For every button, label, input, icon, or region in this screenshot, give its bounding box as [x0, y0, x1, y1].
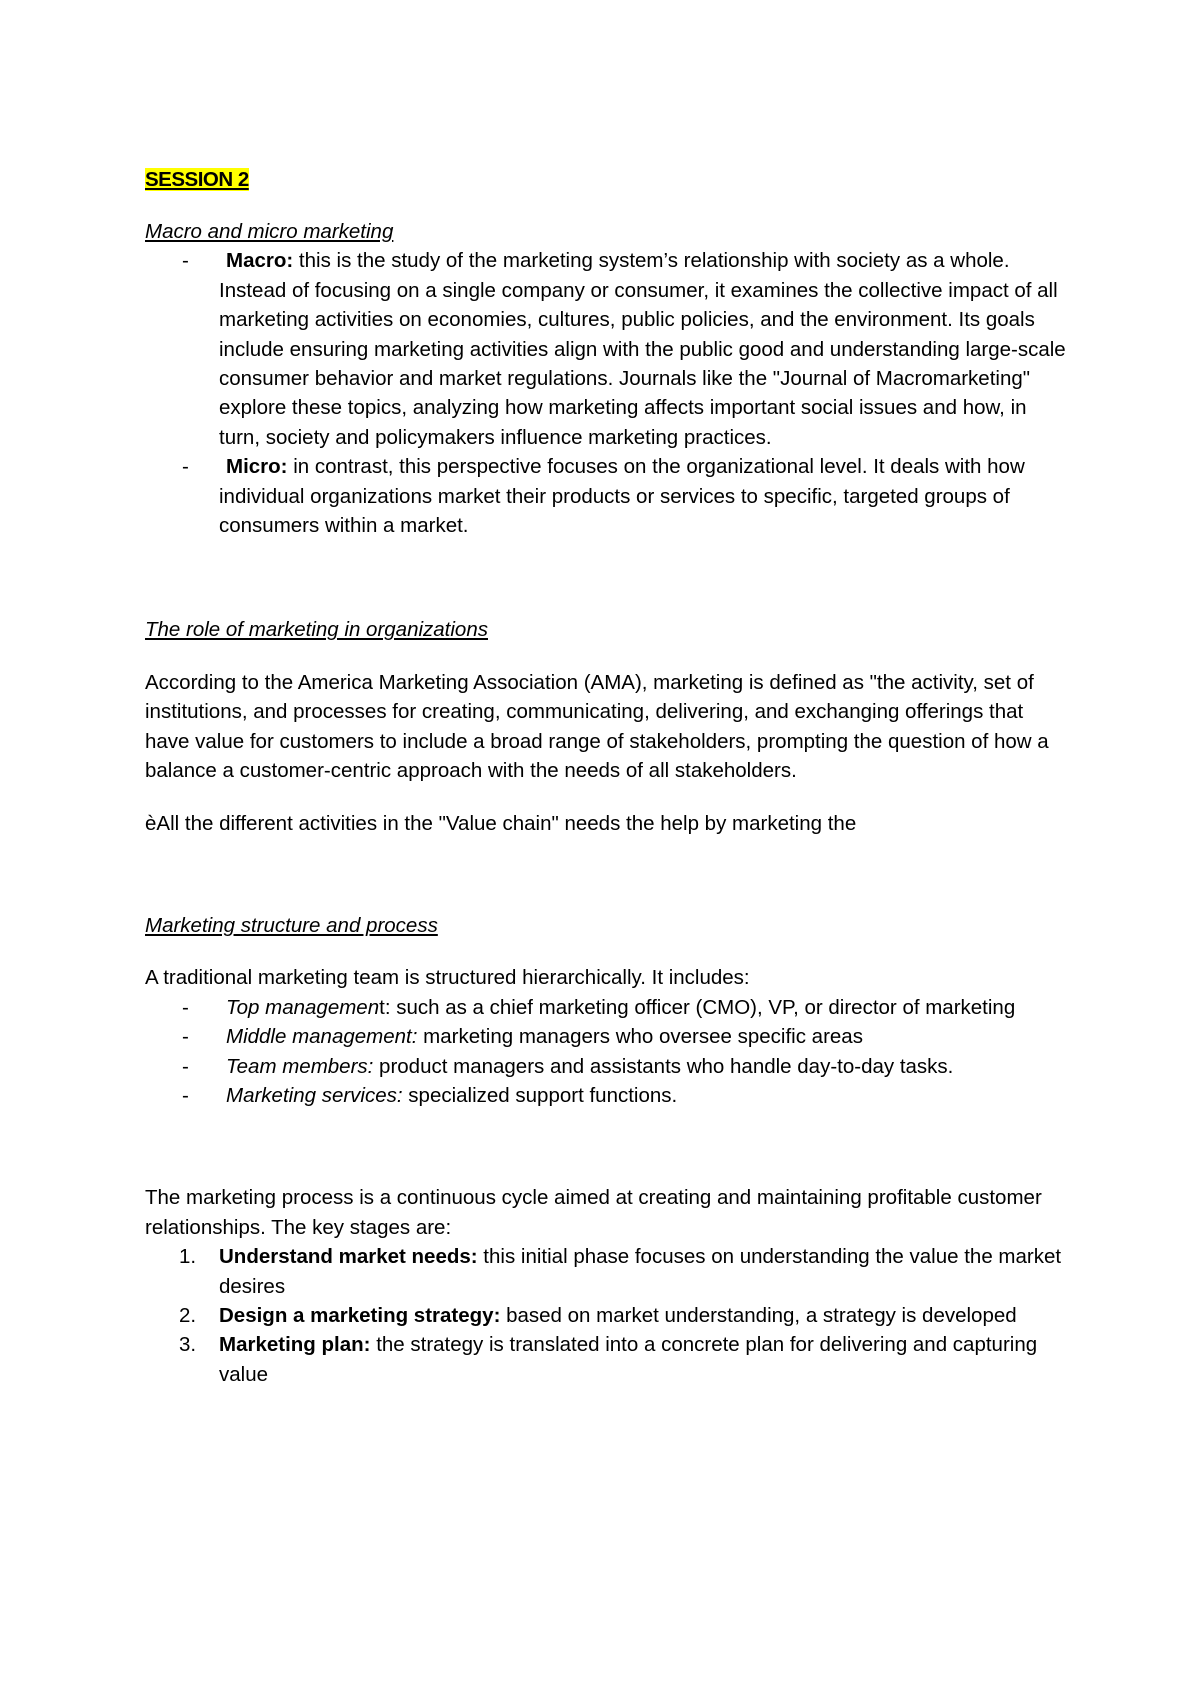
spacer: [145, 540, 1070, 615]
step-term: Marketing plan:: [219, 1333, 371, 1357]
spacer: [145, 194, 1070, 217]
term-marketing-services: Marketing services:: [226, 1083, 403, 1107]
spacer: [145, 940, 1070, 963]
step-description: this initial phase focuses on understanding the value the market desires: [219, 1245, 1062, 1298]
term-team-members: Team members:: [226, 1054, 374, 1078]
dash-bullet: -: [182, 455, 189, 479]
list-item-text: [219, 1052, 1070, 1081]
process-step: [145, 1330, 1070, 1389]
step-term: Design a marketing strategy:: [219, 1303, 501, 1327]
term-micro: Micro:: [226, 455, 288, 479]
value-chain-note: èAll the different activities in the "Value chain" needs the help by marketing the: [145, 811, 857, 835]
step-text: [219, 1242, 1070, 1301]
spacer: [145, 645, 1070, 668]
list-item-macro: [145, 246, 1070, 452]
step-number: 2.: [179, 1303, 197, 1327]
process-intro: The marketing process is a continuous cycle aimed at creating and maintaining profitable customer relationships. The key stages are:: [145, 1186, 1042, 1239]
step-number: 3.: [179, 1333, 197, 1357]
section-heading-structure-process: Marketing structure and process: [145, 913, 438, 937]
process-step: [145, 1301, 1070, 1330]
middle-management-description: marketing managers who oversee specific areas: [417, 1025, 863, 1049]
step-term: Understand market needs:: [219, 1245, 478, 1269]
ama-definition-paragraph: According to the America Marketing Association (AMA), marketing is defined as "the activity, set of institutions, and processes for creating, communicating, delivering, and exchanging offerings that have value for customers to include a broad range of stakeholders, prompting the question of how a balance a customer-centric approach with the needs of all stakeholders.: [145, 670, 1049, 783]
list-item-top-management: [145, 993, 1070, 1022]
list-item-text: [219, 1081, 1070, 1110]
spacer: [145, 1110, 1070, 1183]
marketing-services-description: specialized support functions.: [402, 1083, 678, 1107]
process-steps-list: [145, 1242, 1070, 1389]
step-text: [219, 1330, 1070, 1389]
step-number: 1.: [179, 1245, 197, 1269]
top-management-description: : such as a chief marketing officer (CMO), VP, or director of marketing: [384, 995, 1016, 1019]
spacer: [145, 786, 1070, 809]
step-text: [219, 1301, 1070, 1330]
session-title: SESSION 2: [145, 168, 249, 191]
term-top-management: Top managemen: [226, 995, 380, 1019]
spacer: [145, 838, 1070, 911]
dash-bullet: -: [182, 1054, 189, 1078]
list-item-text: [219, 246, 1070, 452]
list-item-text: [219, 452, 1070, 540]
list-item-micro: [145, 452, 1070, 540]
list-item-text: [219, 1022, 1070, 1051]
list-item-team-members: [145, 1052, 1070, 1081]
term-macro: Macro:: [226, 249, 294, 273]
list-item-middle-management: [145, 1022, 1070, 1051]
step-description: the strategy is translated into a concrete plan for delivering and capturing value: [219, 1333, 1038, 1386]
macro-description: this is the study of the marketing system’s relationship with society as a whole. Instead of focusing on a single company or consumer, it examines the collective impact of all marketing activities on economies, cultures, public policies, and the environment. Its goals include ensuring marketing activities align with the public good and understanding large-scale consumer behavior and market regulations. Journals like the "Journal of Macromarketing" explore these topics, analyzing how marketing affects important social issues and how, in turn, society and policymakers influence marketing practices.: [219, 249, 1066, 449]
section-heading-role-of-marketing: The role of marketing in organizations: [145, 618, 488, 642]
session-title-line: [145, 165, 1070, 194]
dash-bullet: -: [182, 1025, 189, 1049]
page-content: [145, 165, 1070, 1389]
micro-description: in contrast, this perspective focuses on the organizational level. It deals with how individual organizations market their products or services to specific, targeted groups of consumers within a market.: [219, 455, 1025, 538]
team-structure-list: [145, 993, 1070, 1111]
section-heading-macro-micro: Macro and micro marketing: [145, 220, 394, 243]
dash-bullet: -: [182, 995, 189, 1019]
macro-micro-list: [145, 246, 1070, 540]
step-description: based on market understanding, a strategy is developed: [500, 1303, 1017, 1327]
structure-intro: A traditional marketing team is structured hierarchically. It includes:: [145, 966, 750, 990]
list-item-marketing-services: [145, 1081, 1070, 1110]
dash-bullet: -: [182, 249, 189, 273]
dash-bullet: -: [182, 1083, 189, 1107]
process-step: [145, 1242, 1070, 1301]
term-middle-management: Middle management:: [226, 1025, 418, 1049]
term-tail: t: [379, 995, 385, 1019]
list-item-text: [219, 993, 1070, 1022]
team-members-description: product managers and assistants who handle day-to-day tasks.: [373, 1054, 954, 1078]
